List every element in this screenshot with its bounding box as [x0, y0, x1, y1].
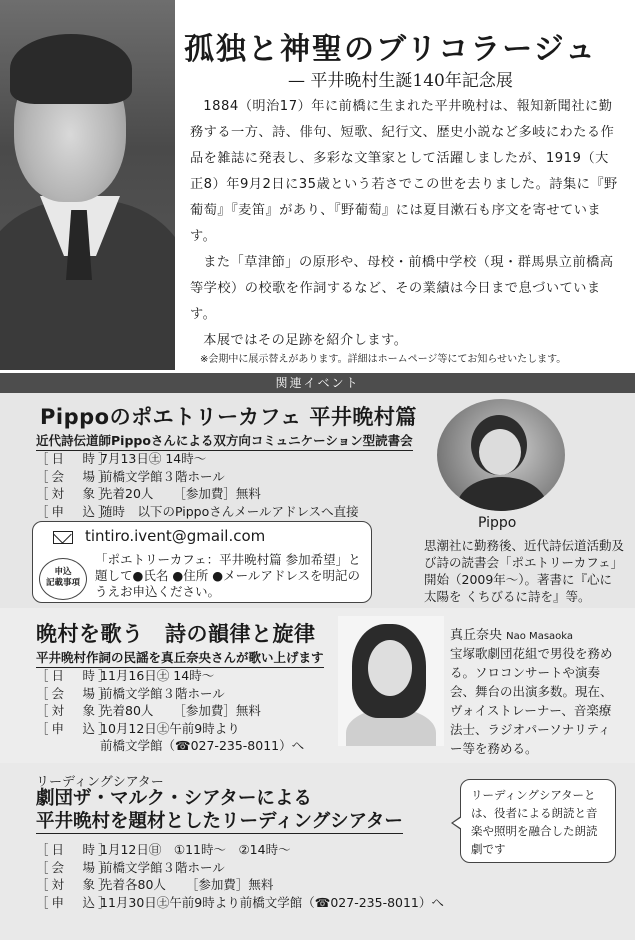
event-song-concert [0, 608, 635, 763]
detail-row: ［会 場］ 前橋文学館３階ホール [36, 685, 225, 701]
detail-row: ［会 場］ 前橋文学館３階ホール [36, 859, 225, 875]
event-title: Pippoのポエトリーカフェ 平井晩村篇 [40, 405, 417, 429]
guest-name: Pippo [478, 515, 517, 531]
portrait-photo [0, 0, 175, 370]
detail-row: ［会 場］ 前橋文学館３階ホール [36, 468, 225, 484]
event-reading-theater [0, 763, 635, 940]
guest-name: 真丘奈央 Nao Masaoka [450, 628, 574, 643]
guest-photo-nao [338, 616, 444, 746]
intro-paragraph: また「草津節」の原形や、母校・前橋中学校（現・群馬県立前橋高等学校）の校歌を作詞するなど、その業績は今日まで息づいています。 [190, 255, 614, 322]
guest-bio: 宝塚歌劇団花組で男役を務める。ソロコンサートや演奏会、舞台の出演多数。現在、ヴォイストレーナー、音楽療法士、ラジオパーソナリティー等を務める。 [450, 646, 613, 756]
application-badge: 申込 記載事項 [39, 558, 87, 600]
intro-paragraph: 1884（明治17）年に前橋に生まれた平井晩村は、報知新聞社に勤務する一方、詩、俳句、短歌、紀行文、歴史小説など多岐にわたる作品を雑誌に発表し、多彩な文筆家として活躍しましたが、1919（大正8）年9月2日に35歳という若さでこの世を去りました。詩集に『野葡萄』『麦笛』があり、『野葡萄』には夏目漱石も序文を寄せています。 [190, 99, 618, 244]
exhibition-subtitle: — 平井晩村生誕140年記念展 [288, 71, 513, 91]
detail-row: ［申 込］ 11月30日㊏午前9時より前橋文学館（☎027-235-8011）へ [36, 894, 444, 910]
detail-row: ［対 象］ 先着20人 ［参加費］無料 [36, 486, 261, 501]
detail-row: ［対 象］ 先着80人 ［参加費］無料 [36, 703, 261, 718]
application-box [32, 521, 372, 603]
intro-text [190, 94, 620, 354]
detail-row: ［日 時］ 11月16日㊏ 14時～ [36, 668, 215, 683]
detail-row: 前橋文学館（☎027-235-8011）へ [100, 738, 305, 753]
application-instructions: 「ポエトリーカフェ：平井晩村篇 参加希望」と題して●氏名 ●住所 ●メールアドレスを明記のうえお申込ください。 [95, 552, 361, 599]
event-details [36, 450, 359, 520]
event-details [36, 841, 444, 911]
event-title: 劇団ザ・マルク・シアターによる 平井晩村を題材としたリーディングシアター [36, 788, 403, 832]
detail-row: ［申 込］ 随時 以下のPippoさんメールアドレスへ直接 [36, 503, 359, 519]
schedule-note: ※会期中に展示替えがあります。詳細はホームページ等にてお知らせいたします。 [200, 354, 567, 365]
event-title: 晩村を歌う 詩の韻律と旋律 [36, 622, 316, 646]
event-lead: 平井晩村作詞の民謡を真丘奈央さんが歌い上げます [36, 648, 324, 668]
event-poetry-cafe [0, 393, 635, 608]
event-category: リーディングシアター [36, 775, 164, 790]
section-heading-related-events: 関連イベント [0, 373, 635, 393]
intro-paragraph: 本展ではその足跡を紹介します。 [203, 333, 408, 348]
detail-row: ［日 時］ 7月13日㊏ 14時～ [36, 451, 207, 466]
exhibition-title: 孤独と神聖のブリコラージュ [184, 32, 597, 67]
guest-photo-pippo [437, 399, 565, 511]
detail-row: ［日 時］ 1月12日㊐ ①11時～ ②14時～ [36, 842, 291, 857]
guest-bio: 思潮社に勤務後、近代詩伝道活動及び詩の読書会「ポエトリーカフェ」開始（2009年～）。著書に『心に太陽を くちびるに詩を』等。 [424, 538, 625, 604]
email-address[interactable]: tintiro.ivent@gmail.com [85, 527, 266, 545]
reading-theater-note: リーディングシアターとは、役者による朗読と音楽や照明を融合した朗読劇です [460, 779, 616, 863]
detail-row: ［申 込］ 10月12日㊏午前9時より [36, 720, 240, 736]
event-details [36, 667, 304, 755]
detail-row: ［対 象］ 先着各80人 ［参加費］無料 [36, 877, 274, 892]
envelope-icon [53, 531, 73, 544]
event-lead: 近代詩伝道師Pippoさんによる双方向コミュニケーション型読書会 [36, 431, 413, 451]
guest-name-en: Nao Masaoka [506, 631, 574, 642]
